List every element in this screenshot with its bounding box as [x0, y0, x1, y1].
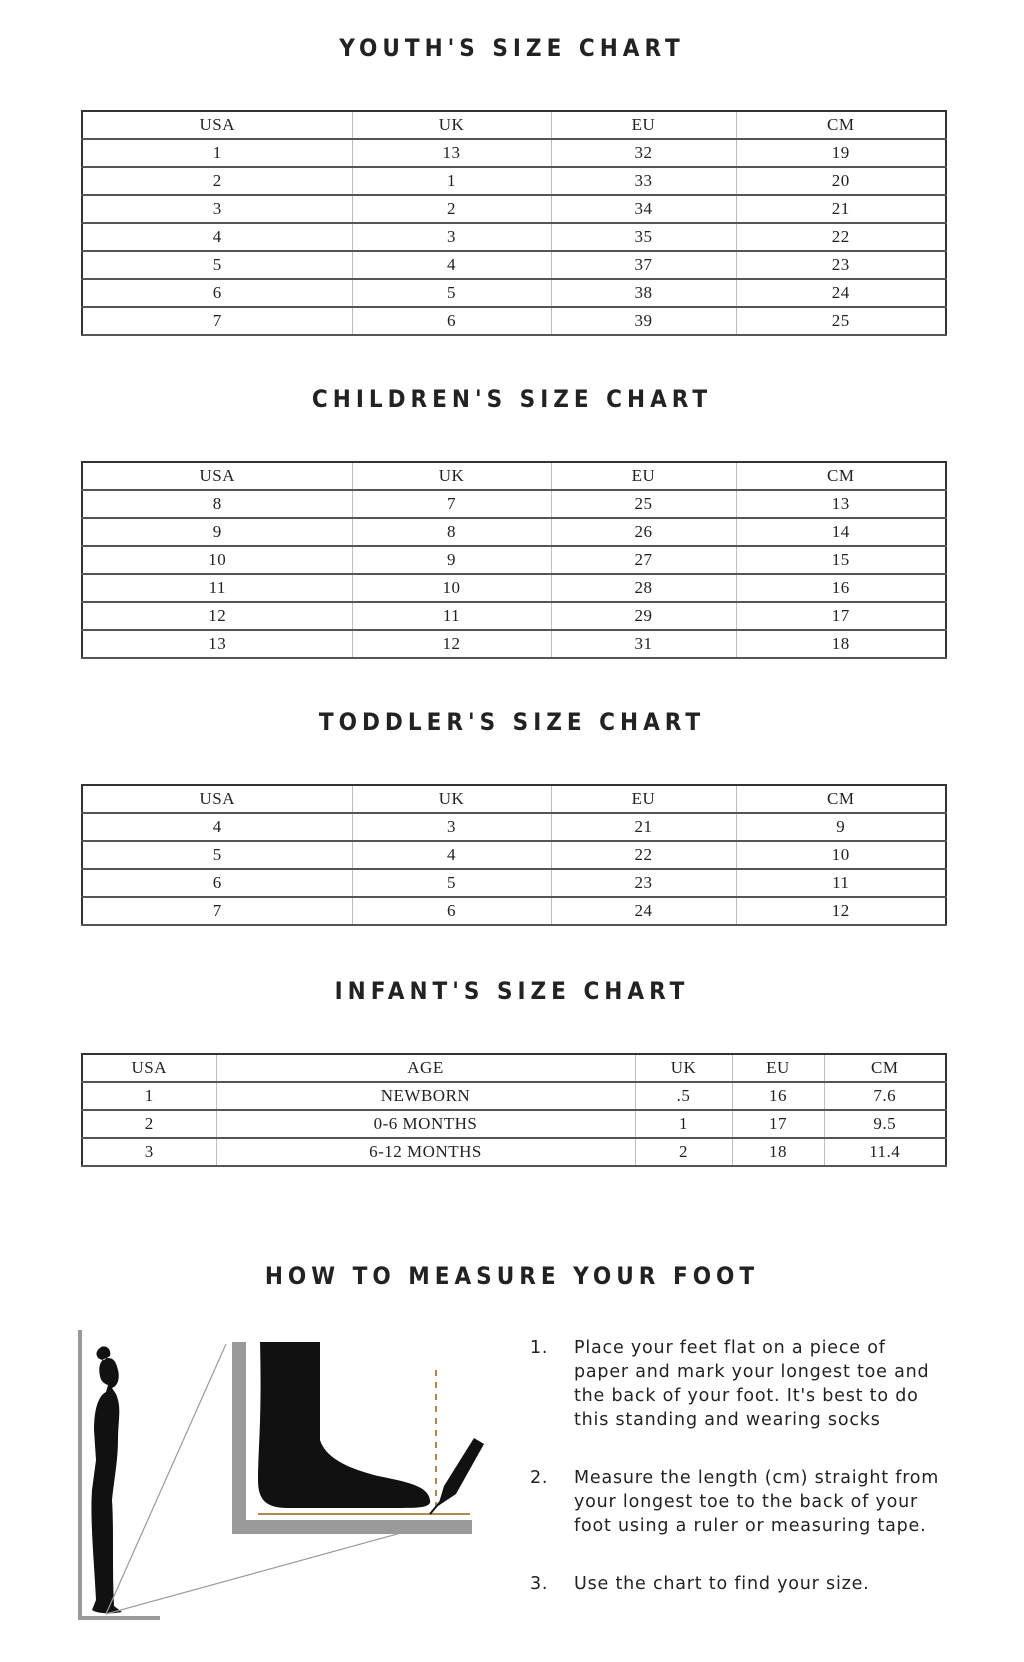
toddler-chart-title: TODDLER'S SIZE CHART	[318, 708, 706, 736]
table-cell: 25	[736, 307, 946, 335]
step-text: Place your feet flat on a piece of paper and mark your longest toe and the back of your foot. It's best to do this standing and wearing socks	[574, 1338, 930, 1430]
table-row	[82, 1082, 946, 1110]
table-cell: 21	[736, 195, 946, 223]
column-header: USA	[82, 111, 352, 139]
table-cell: 17	[732, 1110, 824, 1138]
table-cell: 3	[352, 223, 551, 251]
table-cell: 7	[82, 897, 352, 925]
table-cell: 5	[352, 279, 551, 307]
table-row	[82, 139, 946, 167]
measure-steps	[526, 1336, 946, 1596]
table-cell: 1	[352, 167, 551, 195]
table-row	[82, 602, 946, 630]
column-header: UK	[352, 111, 551, 139]
table-cell: 2	[635, 1138, 732, 1166]
table-cell: 13	[736, 490, 946, 518]
infant-chart-title: INFANT'S SIZE CHART	[334, 977, 690, 1005]
table-cell: 8	[352, 518, 551, 546]
list-item	[526, 1466, 946, 1538]
table-cell: 24	[736, 279, 946, 307]
table-cell: 8	[82, 490, 352, 518]
table-cell: .5	[635, 1082, 732, 1110]
table-cell: 3	[82, 195, 352, 223]
table-row	[82, 630, 946, 658]
table-cell: 9	[736, 813, 946, 841]
table-cell: 10	[82, 546, 352, 574]
table-cell: 14	[736, 518, 946, 546]
table-cell: 9.5	[824, 1110, 946, 1138]
table-cell: 22	[551, 841, 736, 869]
table-row	[82, 1110, 946, 1138]
table-cell: 5	[82, 841, 352, 869]
table-cell: 37	[551, 251, 736, 279]
table-cell: 15	[736, 546, 946, 574]
step-text: Use the chart to find your size.	[574, 1574, 870, 1594]
table-cell: 2	[352, 195, 551, 223]
step-number: 1.	[530, 1338, 549, 1358]
table-cell: 11	[736, 869, 946, 897]
table-row	[82, 841, 946, 869]
table-cell: 26	[551, 518, 736, 546]
table-cell: 3	[82, 1138, 216, 1166]
pen-icon	[430, 1438, 484, 1514]
list-item	[526, 1336, 946, 1432]
table-cell: 22	[736, 223, 946, 251]
table-row	[82, 869, 946, 897]
table-cell: 11	[352, 602, 551, 630]
table-row	[82, 518, 946, 546]
table-cell: 10	[352, 574, 551, 602]
table-cell: 5	[82, 251, 352, 279]
table-cell: 19	[736, 139, 946, 167]
table-cell: 1	[82, 139, 352, 167]
table-cell: 6-12 MONTHS	[216, 1138, 635, 1166]
table-cell: 6	[82, 279, 352, 307]
column-header: USA	[82, 785, 352, 813]
table-cell: 2	[82, 167, 352, 195]
table-row	[82, 195, 946, 223]
table-header-row	[82, 1054, 946, 1082]
table-row	[82, 279, 946, 307]
table-cell: 29	[551, 602, 736, 630]
table-cell: 33	[551, 167, 736, 195]
table-cell: 24	[551, 897, 736, 925]
table-row	[82, 546, 946, 574]
column-header: USA	[82, 462, 352, 490]
column-header: CM	[736, 111, 946, 139]
table-cell: 0-6 MONTHS	[216, 1110, 635, 1138]
table-cell: 10	[736, 841, 946, 869]
column-header: UK	[352, 462, 551, 490]
measure-illustration	[78, 1330, 498, 1630]
table-row	[82, 574, 946, 602]
children-chart-title: CHILDREN'S SIZE CHART	[311, 385, 713, 413]
table-cell: 21	[551, 813, 736, 841]
table-row	[82, 813, 946, 841]
table-cell: 34	[551, 195, 736, 223]
table-cell: 27	[551, 546, 736, 574]
table-cell: 6	[352, 307, 551, 335]
table-cell: 12	[82, 602, 352, 630]
table-cell: 7.6	[824, 1082, 946, 1110]
column-header: UK	[635, 1054, 732, 1082]
youth-size-table	[81, 110, 947, 336]
table-cell: 11.4	[824, 1138, 946, 1166]
table-cell: 13	[352, 139, 551, 167]
table-cell: NEWBORN	[216, 1082, 635, 1110]
table-cell: 25	[551, 490, 736, 518]
table-row	[82, 490, 946, 518]
table-cell: 2	[82, 1110, 216, 1138]
table-cell: 31	[551, 630, 736, 658]
step-text: Measure the length (cm) straight from your longest toe to the back of your foot using a ruler or measuring tape.	[574, 1468, 940, 1536]
measure-title: HOW TO MEASURE YOUR FOOT	[264, 1262, 760, 1290]
table-cell: 32	[551, 139, 736, 167]
table-row	[82, 897, 946, 925]
table-cell: 23	[551, 869, 736, 897]
children-size-table	[81, 461, 947, 659]
table-header-row	[82, 111, 946, 139]
table-cell: 16	[732, 1082, 824, 1110]
table-cell: 9	[352, 546, 551, 574]
table-cell: 3	[352, 813, 551, 841]
table-row	[82, 1138, 946, 1166]
table-cell: 16	[736, 574, 946, 602]
table-cell: 1	[635, 1110, 732, 1138]
column-header: CM	[736, 462, 946, 490]
column-header: CM	[736, 785, 946, 813]
table-header-row	[82, 785, 946, 813]
column-header: EU	[551, 462, 736, 490]
table-cell: 6	[82, 869, 352, 897]
table-cell: 28	[551, 574, 736, 602]
table-cell: 12	[736, 897, 946, 925]
infant-size-table	[81, 1053, 947, 1167]
table-cell: 7	[352, 490, 551, 518]
list-item	[526, 1572, 946, 1596]
column-header: USA	[82, 1054, 216, 1082]
table-cell: 13	[82, 630, 352, 658]
table-row	[82, 251, 946, 279]
table-row	[82, 223, 946, 251]
table-cell: 5	[352, 869, 551, 897]
table-cell: 11	[82, 574, 352, 602]
table-cell: 4	[352, 841, 551, 869]
table-cell: 4	[352, 251, 551, 279]
column-header: EU	[732, 1054, 824, 1082]
table-cell: 9	[82, 518, 352, 546]
youth-chart-title: YOUTH'S SIZE CHART	[339, 34, 685, 62]
table-cell: 4	[82, 813, 352, 841]
table-cell: 6	[352, 897, 551, 925]
table-cell: 39	[551, 307, 736, 335]
table-row	[82, 307, 946, 335]
table-cell: 7	[82, 307, 352, 335]
table-cell: 1	[82, 1082, 216, 1110]
column-header: CM	[824, 1054, 946, 1082]
table-row	[82, 167, 946, 195]
table-cell: 35	[551, 223, 736, 251]
table-cell: 38	[551, 279, 736, 307]
table-cell: 17	[736, 602, 946, 630]
table-cell: 18	[736, 630, 946, 658]
column-header: UK	[352, 785, 551, 813]
column-header: EU	[551, 785, 736, 813]
step-number: 3.	[530, 1574, 549, 1594]
toddler-size-table	[81, 784, 947, 926]
step-number: 2.	[530, 1468, 549, 1488]
table-header-row	[82, 462, 946, 490]
column-header: EU	[551, 111, 736, 139]
table-cell: 23	[736, 251, 946, 279]
table-cell: 4	[82, 223, 352, 251]
table-cell: 20	[736, 167, 946, 195]
table-cell: 12	[352, 630, 551, 658]
column-header: AGE	[216, 1054, 635, 1082]
table-cell: 18	[732, 1138, 824, 1166]
